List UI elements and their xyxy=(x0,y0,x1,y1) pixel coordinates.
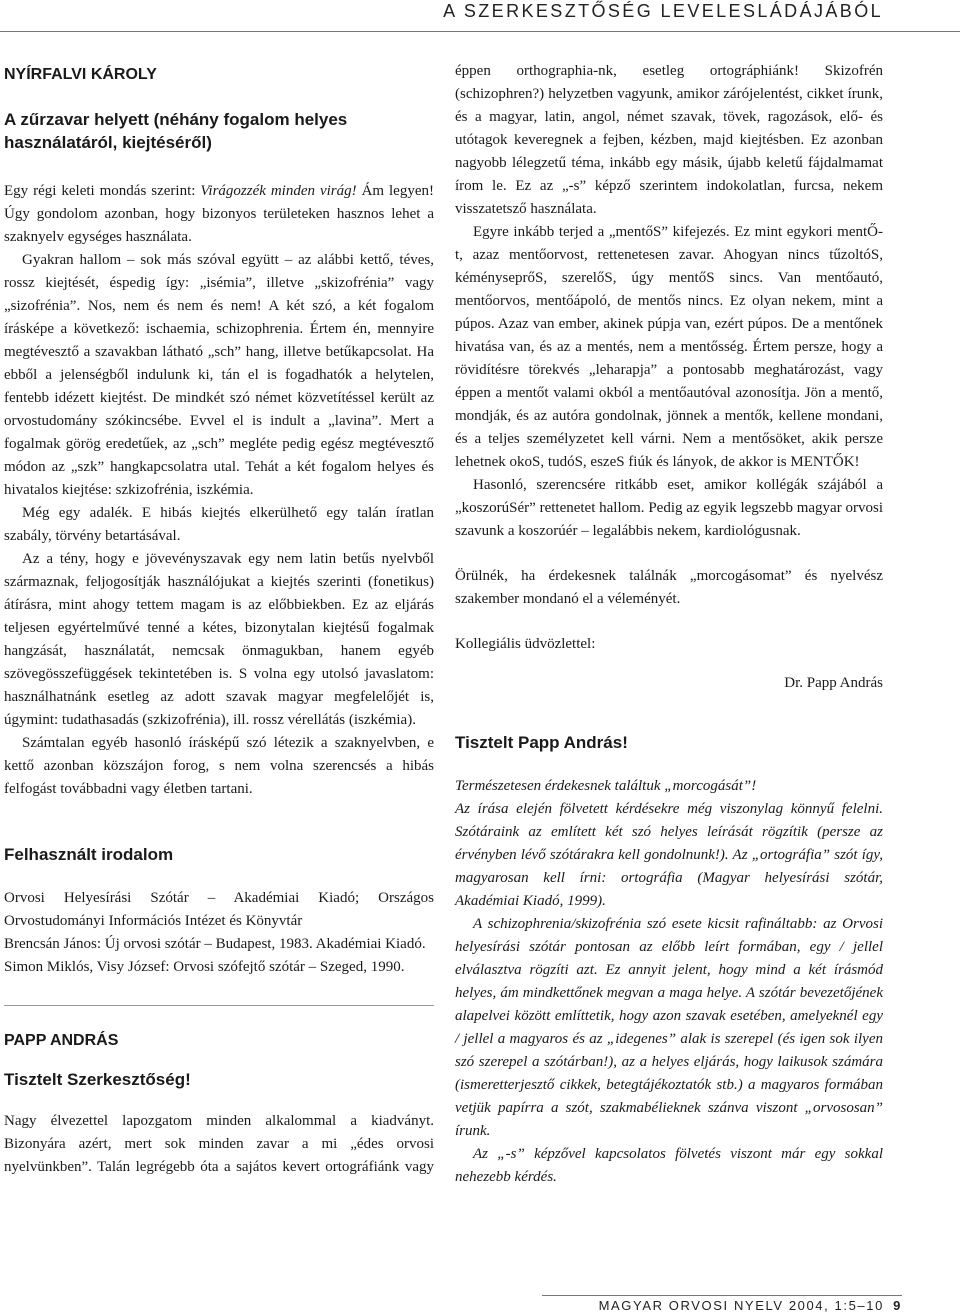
running-header xyxy=(0,0,960,32)
letter2-paragraph: Nagy élvezettel lapozgatom minden alkalommal a kiadványt. Bizonyára azért, mert sok minden zavar a mi „édes orvosi nyelvünkben”. Talán legrégebb óta a sajátos kevert ortográfiánk vagy xyxy=(4,1113,434,1175)
letter1-paragraph: Még egy adalék. E hibás kiejtés elkerülhető egy talán íratlan szabály, törvény betartásával. xyxy=(4,505,434,544)
reply-paragraph: Az „-s” képzővel kapcsolatos fölvetés viszont már egy sokkal nehezebb kérdés. xyxy=(455,1146,883,1185)
letter2-p1-continuation: éppen orthographia-nk, esetleg ortográphiánk! Skizofrén (schizophren?) helyzetben vagyunk, amikor zárójelentést, cikket írunk, és a magyar, latin, angol, német szavak, tövek, ragozások, elő- és utótagok keveregnek a fejben, kézben, majd kiejtésben. Ez azonban nagyobb lélegzetű téma, inkább egy másik, újabb keletű fájdalmamat írom le. Ez az „-s” képző szerintem indokolatlan, furcsa, nekem visszatetsző használata. xyxy=(455,63,883,217)
section-divider xyxy=(4,1005,434,1006)
reference-item: Brencsán János: Új orvosi szótár – Budapest, 1983. Akadémiai Kiadó. xyxy=(4,936,426,952)
reply-paragraph: Természetesen érdekesnek találtuk „morcogását”! xyxy=(455,778,757,794)
letter1-author: NYÍRFALVI KÁROLY xyxy=(4,66,157,83)
left-column xyxy=(4,60,434,1179)
letter2-paragraph: Egyre inkább terjed a „mentőS” kifejezés. Ez mint egykori mentŐ-t, azaz mentőorvost, rettenetesen zavar. Ahogyan nincs tűzoltóS, kéményseprőS, szerelőS, úgy mentőS sincs. Van mentőautó, mentőorvos, mentőápoló, de mentős nincs. Ez olyan nekem, mint a púpos. Azaz van ember, akinek púpja van, ezért púpos. De a mentőnek hivatása van, és az a mentés, nem a mentősség. Értem persze, hogy a rövidítésre törekvés „leharapja” a pontosabb meghatározást, vagy éppen a mentőt valami okból a mentőautóval azonosítja. Jön a mentő, mondják, és az autóra gondolnak, jönnek a mentők, kellene mondani, és a teljes személyzetet kell várni. Nem a mentősöket, akik persze lehetnek okoS, tudóS, eszeS fiúk és lányok, de akkor is MENTŐK! xyxy=(455,224,883,470)
letter1-intro xyxy=(4,180,434,249)
reply-paragraph: A schizophrenia/skizofrénia szó esete kicsit rafináltabb: az Orvosi helyesírási szótár pontosan az előbb leírt formában, egy / jellel elválasztva rögzíti azt. Ez annyit jelent, hogy mind a két írásmód helyes, ám mindkettőnek megvan a maga helye. A szótár bevezetőjének alapelvei között említtetik, hogy azon szavak esetében, amelyeknél egy / jellel a magyaros és az „idegenes” alak is szerepel (és igen sok ilyen szó szerepel a szótárban!), az a helyes eljárás, hogy laikusok számára (ismeretterjesztő cikkek, betegtájékoztatók stb.) a magyaros formában vetjük papírra a szót, szakmabélieknek szánva viszont „orvososan” írunk. xyxy=(455,916,883,1139)
letter1-paragraph: Gyakran hallom – sok más szóval együtt – az alábbi kettő, téves, rossz kiejtését, éspedig így: „isémia”, illetve „skizofrénia” vagy „sizofrénia”. Nos, nem és nem és nem! A két szó, a két fogalom írásképe a következő: ischaemia, schizophrenia. Értem én, mennyire megtévesztő a szavakban látható „sch” hang, illetve betűkapcsolat. Ha ebből a jelenségből indulunk ki, tán el is fogadhatók a helytelen, fentebb idézett kiejtést. De mindkét szó német közvetítéssel került az orvostudomány szókincsébe. Evvel el is indult a „lavina”. Mert a fogalmak görög eredetűek, az „sch” megléte pedig egész megtévesztő módon az „szk” hangkapcsolatra utal. Tehát a két fogalom helyes és hivatalos kiejtése: szkizofrénia, iszkémia. xyxy=(4,252,434,498)
letter2-author: PAPP ANDRÁS xyxy=(4,1032,119,1049)
page-footer xyxy=(542,1295,902,1313)
references-heading: Felhasznált irodalom xyxy=(4,845,174,864)
letter1-paragraph: Az a tény, hogy e jövevényszavak egy nem latin betűs nyelvből származnak, feljogosítják használójukat a kiejtés szerinti (fonetikus) átírásra, mint ahogy tettem magam is az előbbiekben. Ez az eljárás teljesen egyértelművé tenné a kétes, bizonytalan kiejtésű fogalmak hangzását, használatát, nemcsak önmagukban, hanem egyéb szövegösszefüggések tekintetében is. S volna egy utolsó javaslatom: használhatnánk esetleg az adott szavak magyar megfelelőjét is, úgymint: tudathasadás (szkizofrénia), ill. rossz vérellátás (iszkémia). xyxy=(4,551,434,728)
letter1-paragraph: Számtalan egyéb hasonló írásképű szó létezik a szaknyelvben, e kettő azonban közszájon forog, s nem volna szerencsés a hibás felfogást továbbadni vagy életben tartani. xyxy=(4,735,434,797)
letter2-closing: Kollegiális üdvözlettel: xyxy=(455,636,596,652)
intro-rest: Ám legyen! Úgy gondolom azonban, hogy bizonyos területeken hasznos lehet a szaknyelv egységes használata. xyxy=(4,183,434,245)
section-header-title: A SZERKESZTŐSÉG LEVELESLÁDÁJÁBÓL xyxy=(443,1,883,21)
reference-item: Simon Miklós, Visy József: Orvosi szófejtő szótár – Szeged, 1990. xyxy=(4,959,405,975)
page-number: 9 xyxy=(893,1298,902,1313)
reference-item: Orvosi Helyesírási Szótár – Akadémiai Kiadó; Országos Orvostudományi Információs Intézet és Könyvtár xyxy=(4,890,434,929)
letter2-greeting: Tisztelt Szerkesztőség! xyxy=(4,1070,191,1089)
letter2-paragraph-continued xyxy=(455,60,883,221)
journal-citation: MAGYAR ORVOSI NYELV 2004, 1:5–10 xyxy=(598,1298,884,1313)
right-column xyxy=(455,60,883,1189)
letter2-paragraph: Örülnék, ha érdekesnek találnák „morcogásomat” és nyelvész szakember mondanó el a véleményét. xyxy=(455,568,883,607)
reply-paragraph: Az írása elején fölvetett kérdésekre még viszonylag könnyű felelni. Szótáraink az említett két szó helyes leírását rögzítik (persze az érvényben lévő szótárakra kell gondolnunk!). Az „ortográfia” szót így, magyarosan kell írni: ortográfia (Magyar helyesírási szótár, Akadémiai Kiadó, 1999). xyxy=(455,801,883,909)
letter1-title: A zűrzavar helyett (néhány fogalom helyes használatáról, kiejtéséről) xyxy=(4,110,348,152)
reply-greeting: Tisztelt Papp András! xyxy=(455,733,628,752)
letter2-signature: Dr. Papp András xyxy=(784,675,883,691)
intro-quote: Virágozzék minden virág! xyxy=(200,183,357,199)
intro-prefix: Egy régi keleti mondás szerint: xyxy=(4,183,201,199)
letter2-paragraph: Hasonló, szerencsére ritkább eset, amikor kollégák szájából a „koszorúSér” rettenetet hallom. Pedig az egyik legszebb magyar orvosi szavunk a koszorúér – legalábbis nekem, kardiológusnak. xyxy=(455,477,883,539)
